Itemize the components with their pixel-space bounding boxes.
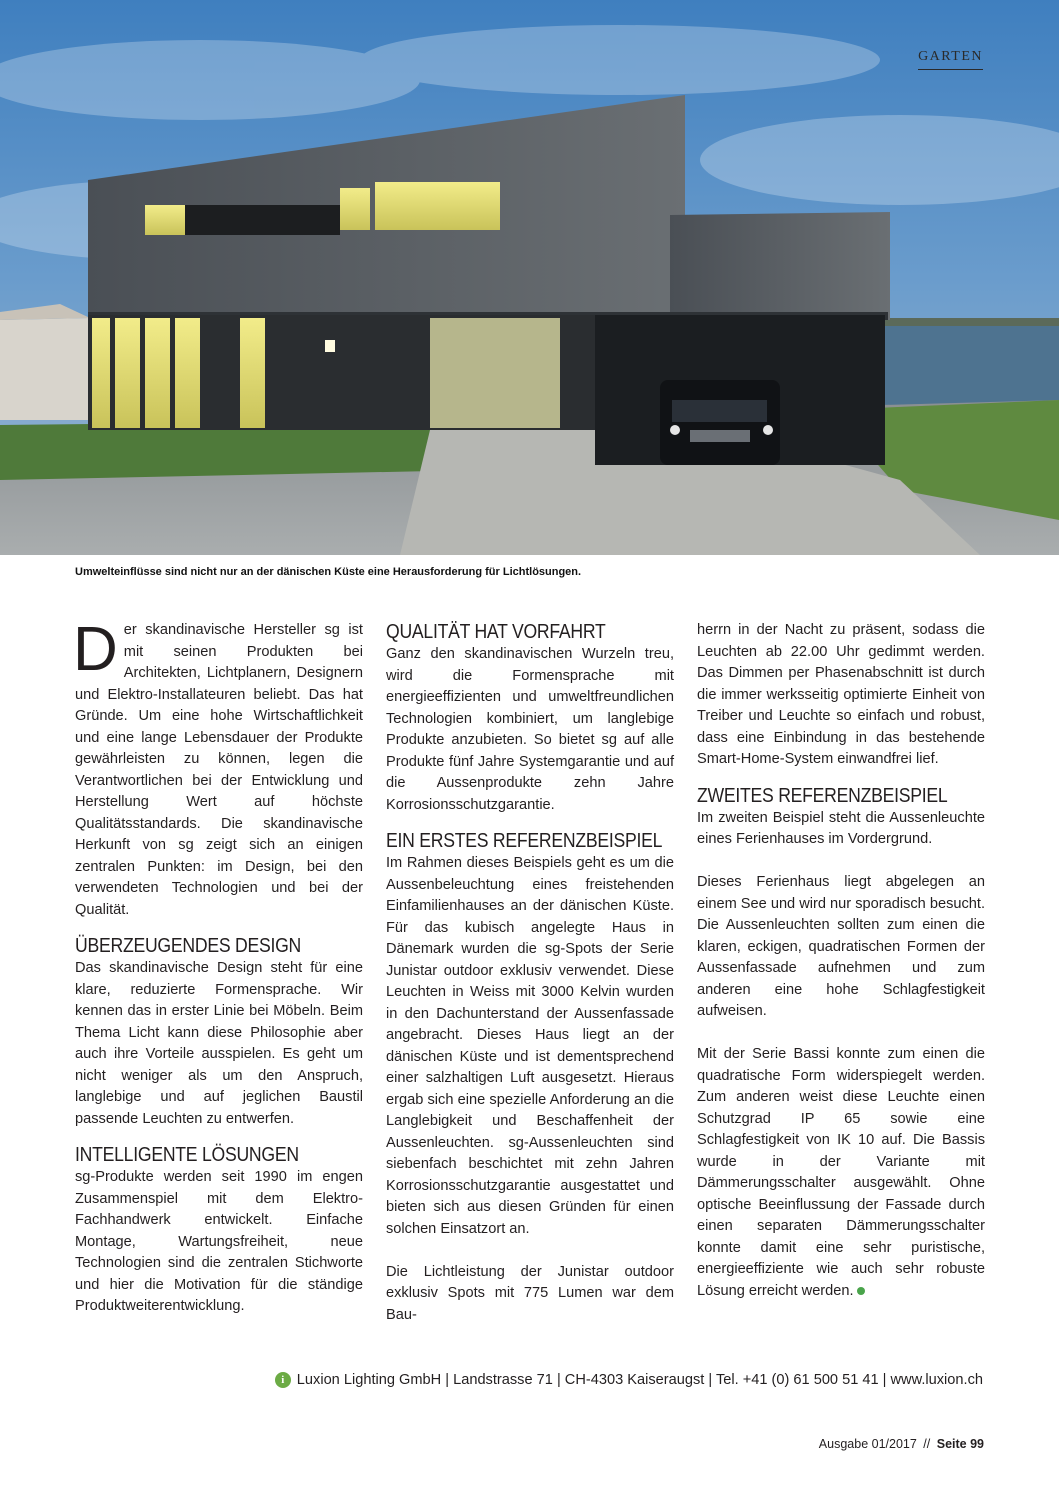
paragraph-referenz-1: Im Rahmen dieses Beispiels geht es um die Aussenbeleuchtung eines freistehenden Einfamilienhauses an der dänischen Küste. Für das kubisch angelegte Haus in Dänemark wurden die sg-Spots der Serie Junistar outdoor exklusiv verwendet. Diese Leuchten in Weiss mit 3000 Kelvin wurden in den Dachunterstand der Aussenfassade angebracht. Dieses Haus liegt an der dänischen Küste und ist dementsprechend einer salzhaltigen Luft ausgesetzt. Hieraus ergab sich eine spezielle Anforderung an die Langlebigkeit und Beschaffenheit der Aussenleuchten. sg-Aussenleuchten sind siebenfach beschichtet mit zehn Jahren Korrosionsschutzgarantie ausgestattet und bieten sich aus diesen Gründen für einen solchen Einsatzort an.	[386, 855, 674, 1237]
photo-caption: Umwelteinflüsse sind nicht nur an der dänischen Küste eine Herausforderung für Lichtlösungen.	[75, 566, 582, 578]
hero-photo	[0, 0, 1059, 555]
paragraph-referenz-2b: Dieses Ferienhaus liegt abgelegen an einem See und wird nur sporadisch besucht. Die Aussenleuchten sollten zum einen die klaren, eckigen, quadratischen Formen der Aussenfassade aufnehmen und zum anderen eine hohe Schlagfestigkeit aufweisen.	[697, 874, 985, 1019]
page-footer	[819, 1437, 984, 1451]
heading-referenz-1: EIN ERSTES REFERENZBEISPIEL	[386, 829, 663, 852]
drop-cap: D	[73, 615, 118, 684]
info-icon: i	[275, 1372, 291, 1388]
paragraph-referenz-2a: Im zweiten Beispiel steht die Aussenleuchte eines Ferienhauses im Vordergrund.	[697, 809, 985, 847]
paragraph-design: Das skandinavische Design steht für eine klare, reduzierte Formensprache. Wir kennen das in erster Linie bei Möbeln. Beim Thema Licht kann diese Philosophie aber auch ihre Vorteile ausspielen. Es geht um nicht weniger als um den Anspruch, langlebige und auf jeglichen Baustil passende Leuchten zu entwerfen.	[75, 960, 363, 1127]
article-column-3	[697, 620, 985, 1302]
paragraph-loesungen: sg-Produkte werden seit 1990 im engen Zusammenspiel mit dem Elektro-Fachhandwerk entwickelt. Einfache Montage, Wartungsfreiheit, neue Technologien sind die zentralen Stichworte und hier die Motivation für die ständige Produktweiterentwicklung.	[75, 1169, 363, 1314]
heading-loesungen: INTELLIGENTE LÖSUNGEN	[75, 1143, 299, 1166]
heading-qualitaet: QUALITÄT HAT VORFAHRT	[386, 620, 606, 643]
paragraph-referenz-2c: Mit der Serie Bassi konnte zum einen die quadratische Form widerspiegelt werden. Zum anderen weist diese Leuchte einen Schutzgrad IP 65 sowie eine Schlagfestigkeit von IK 10 auf. Die Bassis wurde in der Variante mit Dämmerungsschalter ausgewählt. Ohne optische Beeinflussung der Fassade durch einen separaten Dämmerungsschalter konnte damit eine sehr puristische, energieeffiziente wie auch sehr robuste Lösung erreicht werden.	[697, 1046, 985, 1299]
paragraph-qualitaet: Ganz den skandinavischen Wurzeln treu, wird die Formensprache mit energieeffizienten und umweltfreundlichen Technologien kombiniert, um langlebige Produkte anzubieten. So bietet sg auf alle Produkte fünf Jahre Systemgarantie und auf die Aussenprodukte zehn Jahre Korrosionsschutzgarantie.	[386, 646, 674, 813]
article-column-2	[386, 620, 674, 1326]
page-number: Seite 99	[936, 1437, 984, 1451]
paragraph-lichtleistung-cont: herrn in der Nacht zu präsent, sodass die Leuchten ab 22.00 Uhr gedimmt werden. Das Dimmen per Phasenabschnitt ist durch die immer werksseitig optimierte Einheit von Treiber und Leuchte so einfach und robust, dass eine Einbindung in das bestehende Smart-Home-System einwandfrei lief.	[697, 622, 985, 767]
heading-referenz-2: ZWEITES REFERENZBEISPIEL	[697, 783, 948, 807]
end-mark-icon	[857, 1287, 865, 1295]
intro-paragraph: Der skandinavische Hersteller sg ist mit seinen Produkten bei Architekten, Lichtplanern, Designern und Elektro-Installateuren beliebt. Das hat Gründe. Um eine hohe Wirtschaftlichkeit und eine lange Lebensdauer der Produkte gewährleisten zu können, legen die Verantwortlichen bei der Entwicklung und Herstellung Wert auf höchste Qualitätsstandards. Die skandinavische Herkunft von sg zeigt sich an einigen zentralen Punkten: im Design, bei den verwendeten Technologien und bei der Qualität.	[73, 615, 363, 918]
paragraph-lichtleistung: Die Lichtleistung der Junistar outdoor exklusiv Spots mit 775 Lumen war dem Bau-	[386, 1263, 674, 1323]
issue-label: Ausgabe 01/2017	[818, 1437, 917, 1451]
article-column-1	[73, 615, 363, 1318]
contact-text: Luxion Lighting GmbH | Landstrasse 71 | CH-4303 Kaiseraugst | Tel. +41 (0) 61 500 51 41 | www.luxion.ch	[296, 1372, 983, 1388]
contact-line	[275, 1372, 983, 1388]
heading-design: ÜBERZEUGENDES DESIGN	[75, 934, 302, 957]
section-label: GARTEN	[918, 49, 983, 70]
footer-separator: //	[923, 1437, 931, 1451]
